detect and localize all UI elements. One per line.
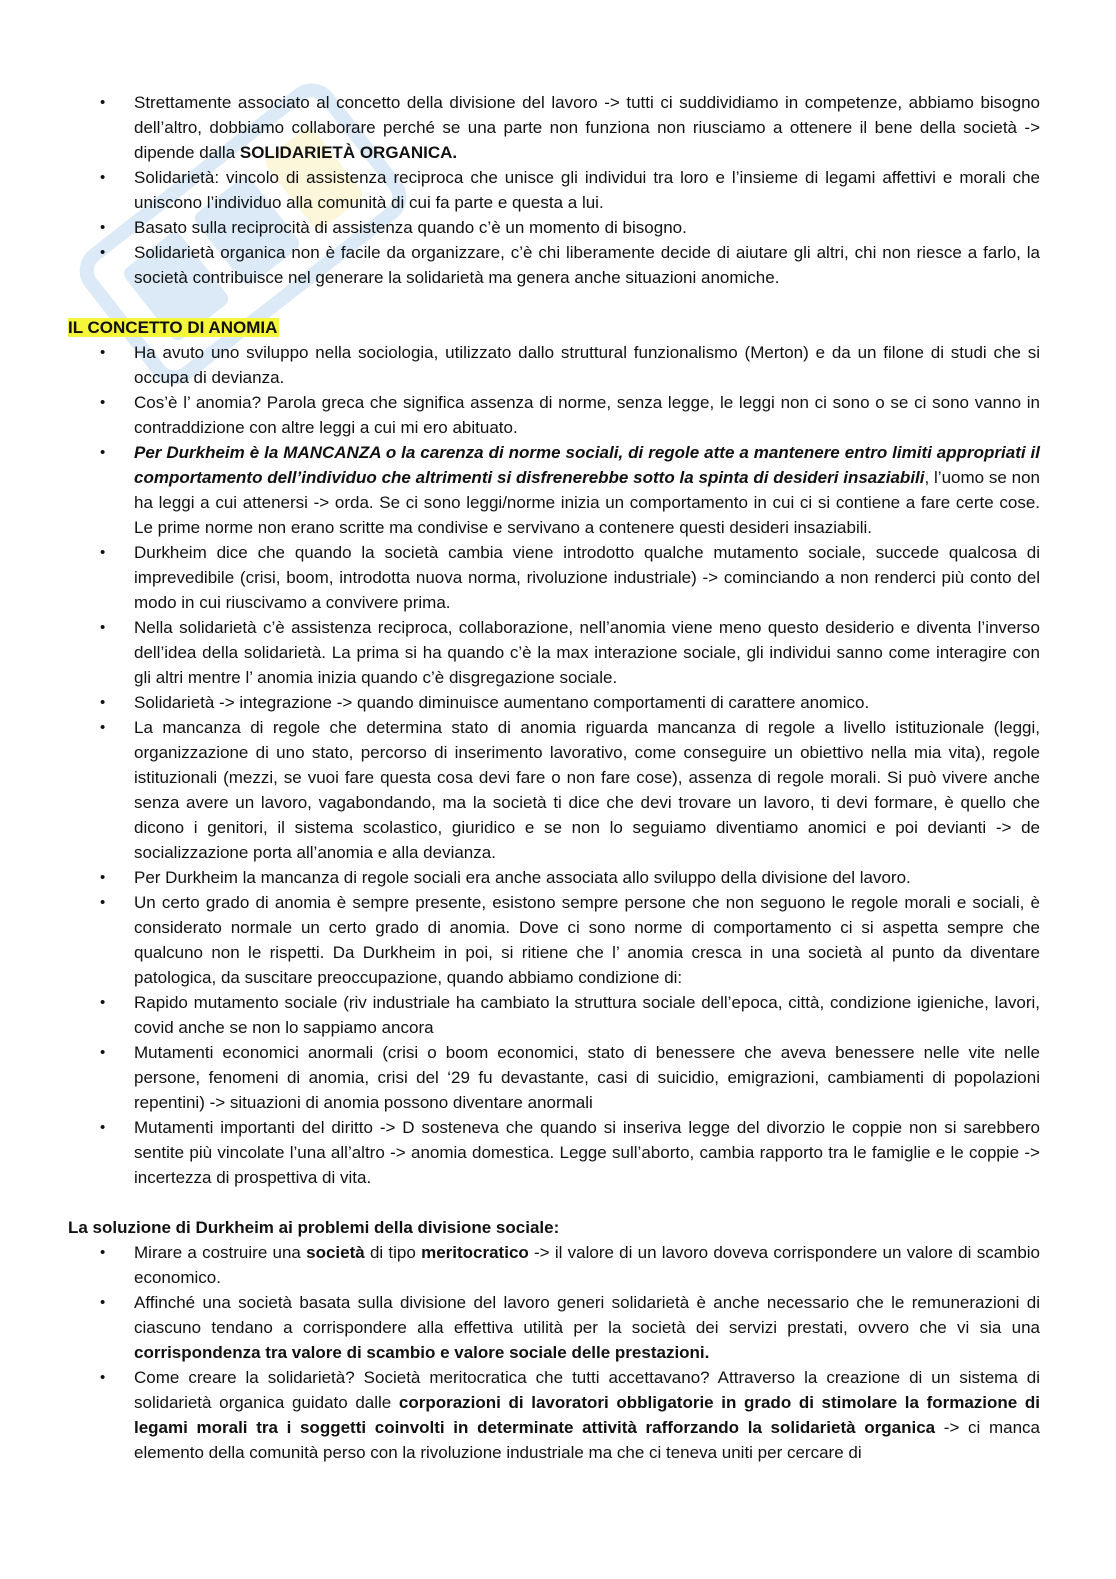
text-run: La mancanza di regole che determina stato di anomia riguarda mancanza di regole a livello istituzionale (leggi, organizzazione di uno stato, percorso di inserimento lavorativo, come conseguire un obiettivo nella mia vita), regole istituzionali (mezzi, se vuoi fare questa cosa devi fare o non fare cose), assenza di regole morali. Si può vivere anche senza avere un lavoro, vagabondando, ma la società ti dice che devi trovare un lavoro, ti devi formare, è quello che dicono i genitori, il sistema scolastico, giuridico e se non lo seguiamo diventiamo anomici e poi devianti -> de socializzazione porta all’anomia e alla devianza.	[134, 718, 1040, 862]
text-run: Strettamente associato al concetto della divisione del lavoro -> tutti ci suddividiamo in competenze, abbiamo bisogno dell’altro, dobbiamo collaborare perché se una parte non funziona non riusciamo a ottenere il bene della società -> dipende dalla	[134, 93, 1040, 162]
text-run: Solidarietà: vincolo di assistenza reciproca che unisce gli individui tra loro e l’insieme di legami affettivi e morali che uniscono l’individuo alla comunità di cui fa parte e questa a lui.	[134, 168, 1040, 212]
list-item	[68, 865, 1040, 890]
list-item	[68, 615, 1040, 690]
list-item	[68, 1290, 1040, 1365]
section-anomia	[68, 340, 1040, 1190]
section-solidarity	[68, 90, 1040, 290]
heading-solution-text: La soluzione di Durkheim ai problemi della divisione sociale:	[68, 1218, 560, 1237]
heading-anomia	[68, 315, 1040, 340]
text-run: Per Durkheim è la MANCANZA o la carenza di norme sociali, di regole atte a mantenere entro limiti appropriati il comportamento dell’individuo che altrimenti si disfrenerebbe sotto la spinta di desideri insaziabili	[134, 443, 1040, 487]
list-item	[68, 1115, 1040, 1190]
text-run: Solidarietà organica non è facile da organizzare, c’è chi liberamente decide di aiutare gli altri, chi non riesce a farlo, la società contribuisce nel generare la solidarietà ma genera anche situazioni anomiche.	[134, 243, 1040, 287]
list-item	[68, 90, 1040, 165]
text-run: Solidarietà -> integrazione -> quando diminuisce aumentano comportamenti di carattere anomico.	[134, 693, 870, 712]
document-page	[68, 90, 1040, 1465]
list-item	[68, 990, 1040, 1040]
text-run: Durkheim dice che quando la società cambia viene introdotto qualche mutamento sociale, succede qualcosa di imprevedibile (crisi, boom, introdotta nuova norma, rivoluzione industriale) -> cominciando a non renderci più conto del modo in cui riuscivamo a convivere prima.	[134, 543, 1040, 612]
text-run: Basato sulla reciprocità di assistenza quando c’è un momento di bisogno.	[134, 218, 687, 237]
heading-solution	[68, 1215, 1040, 1240]
list-item	[68, 540, 1040, 615]
text-run: -> il valore di un lavoro doveva corrispondere un valore di scambio economico.	[134, 1243, 1040, 1287]
text-run: società	[306, 1243, 365, 1262]
text-run: , l’uomo se non ha leggi a cui attenersi -> orda. Se ci sono leggi/norme inizia un comportamento in cui ci si contiene a fare certe cose. Le prime norme non erano scritte ma condivise e servivano a contenere questi desideri insaziabili.	[134, 468, 1041, 537]
text-run: corrispondenza tra valore di scambio e valore sociale delle prestazioni.	[134, 1343, 710, 1362]
text-run: Come creare la solidarietà? Società meritocratica che tutti accettavano? Attraverso la creazione di un sistema di solidarietà organica guidato dalle	[134, 1368, 1040, 1412]
text-run: Affinché una società basata sulla divisione del lavoro generi solidarietà è anche necessario che le remunerazioni di ciascuno tendano a corrispondere alla effettiva utilità per la società dei servizi prestati, ovvero che vi sia una	[134, 1293, 1040, 1337]
text-run: di tipo	[364, 1243, 422, 1262]
list-item	[68, 165, 1040, 215]
text-run: Nella solidarietà c’è assistenza reciproca, collaborazione, nell’anomia viene meno questo desiderio e diventa l’inverso dell’idea della solidarietà. La prima si ha quando c’è la max interazione sociale, gli individui sanno come interagire con gli altri mentre l’ anomia inizia quando c’è disgregazione sociale.	[134, 618, 1040, 687]
bullet-list-solution	[68, 1240, 1040, 1465]
text-run: Per Durkheim la mancanza di regole sociali era anche associata allo sviluppo della divisione del lavoro.	[134, 868, 911, 887]
list-item	[68, 340, 1040, 390]
list-item	[68, 715, 1040, 865]
text-run: Rapido mutamento sociale (riv industriale ha cambiato la struttura sociale dell’epoca, città, condizione igieniche, lavori, covid anche se non lo sappiamo ancora	[134, 993, 1040, 1037]
list-item	[68, 890, 1040, 990]
text-run: -> ci manca elemento della comunità perso con la rivoluzione industriale ma che ci teneva uniti per cercare di	[134, 1418, 1041, 1462]
bullet-list-anomia	[68, 340, 1040, 1190]
text-run: Ha avuto uno sviluppo nella sociologia, utilizzato dallo struttural funzionalismo (Merton) e da un filone di studi che si occupa di devianza.	[134, 343, 1040, 387]
list-item	[68, 1240, 1040, 1290]
text-run: Mutamenti importanti del diritto -> D sosteneva che quando si inseriva legge del divorzio le coppie non si sarebbero sentite più vincolate l’una all’altro -> anomia domestica. Legge sull’aborto, cambia rapporto tra le famiglie e le coppie -> incertezza di prospettiva di vita.	[134, 1118, 1040, 1187]
text-run: SOLIDARIETÀ ORGANICA.	[239, 143, 458, 162]
list-item	[68, 390, 1040, 440]
list-item	[68, 1040, 1040, 1115]
text-run: meritocratico	[421, 1243, 529, 1262]
text-run: Cos’è l’ anomia? Parola greca che significa assenza di norme, senza legge, le leggi non ci sono o se ci sono vanno in contraddizione con altre leggi a cui mi ero abituato.	[134, 393, 1040, 437]
list-item	[68, 240, 1040, 290]
section-solution	[68, 1240, 1040, 1465]
list-item	[68, 215, 1040, 240]
text-run: Mirare a costruire una	[134, 1243, 307, 1262]
text-run: Un certo grado di anomia è sempre presente, esistono sempre persone che non seguono le regole morali e sociali, è considerato normale un certo grado di anomia. Dove ci sono norme di comportamento ci si aspetta sempre che qualcuno non le rispetti. Da Durkheim in poi, si ritiene che l’ anomia cresca in una società al punto da diventare patologica, da suscitare preoccupazione, quando abbiamo condizione di:	[134, 893, 1040, 987]
list-item	[68, 1365, 1040, 1465]
text-run: corporazioni di lavoratori obbligatorie in grado di stimolare la formazione di legami morali tra i soggetti coinvolti in determinate attività rafforzando la solidarietà organica	[134, 1393, 1040, 1437]
list-item	[68, 690, 1040, 715]
list-item	[68, 440, 1040, 540]
bullet-list-solidarity	[68, 90, 1040, 290]
heading-anomia-text: IL CONCETTO DI ANOMIA	[68, 318, 278, 337]
text-run: Mutamenti economici anormali (crisi o boom economici, stato di benessere che aveva benessere nelle vite nelle persone, fenomeni di anomia, crisi del ‘29 fu devastante, casi di suicidio, emigrazioni, cambiamenti di popolazioni repentini) -> situazioni di anomia possono diventare anormali	[134, 1043, 1040, 1112]
